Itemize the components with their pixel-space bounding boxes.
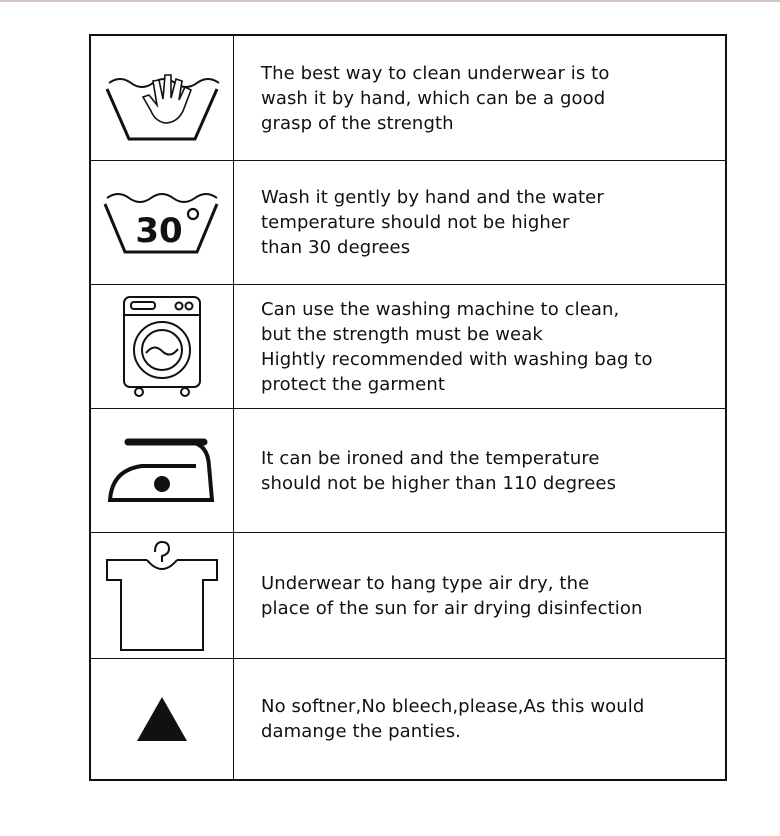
care-description: It can be ironed and the temperature should not be higher than 110 degrees (261, 447, 617, 494)
hang-dry-icon (105, 540, 219, 652)
care-description: Underwear to hang type air dry, the place of the sun for air drying disinfection (261, 572, 643, 619)
care-row-washing-machine (91, 285, 725, 409)
icon-cell (91, 285, 234, 408)
care-row-wash-30 (91, 161, 725, 285)
care-row-iron (91, 409, 725, 533)
text-cell (234, 161, 725, 284)
text-cell (234, 36, 725, 160)
icon-cell (91, 36, 234, 160)
care-row-no-bleach (91, 659, 725, 779)
care-row-hang-dry (91, 533, 725, 659)
washing-machine-icon (121, 295, 203, 399)
top-border-line (0, 0, 780, 2)
icon-cell (91, 533, 234, 658)
care-description: Wash it gently by hand and the water temperature should not be higher than 30 degrees (261, 187, 604, 258)
text-cell (234, 285, 725, 408)
text-cell (234, 409, 725, 532)
care-description: The best way to clean underwear is to wash it by hand, which can be a good grasp of the strength (261, 62, 610, 134)
hand-wash-icon (103, 53, 221, 143)
care-description: No softner,No bleech,please,As this would damange the panties. (261, 696, 645, 742)
care-row-hand-wash (91, 36, 725, 161)
wash-30-icon (103, 190, 221, 256)
care-description: Can use the washing machine to clean, but the strength must be weak Hightly recommended with washing bag to protect the garment (261, 298, 653, 395)
no-bleach-triangle-icon (136, 696, 188, 742)
icon-cell (91, 161, 234, 284)
wash-temperature-label: 30 (135, 210, 183, 251)
icon-cell (91, 659, 234, 779)
text-cell (234, 533, 725, 658)
icon-cell (91, 409, 234, 532)
iron-icon (106, 436, 218, 506)
care-instructions-table (89, 34, 727, 781)
text-cell (234, 659, 725, 779)
